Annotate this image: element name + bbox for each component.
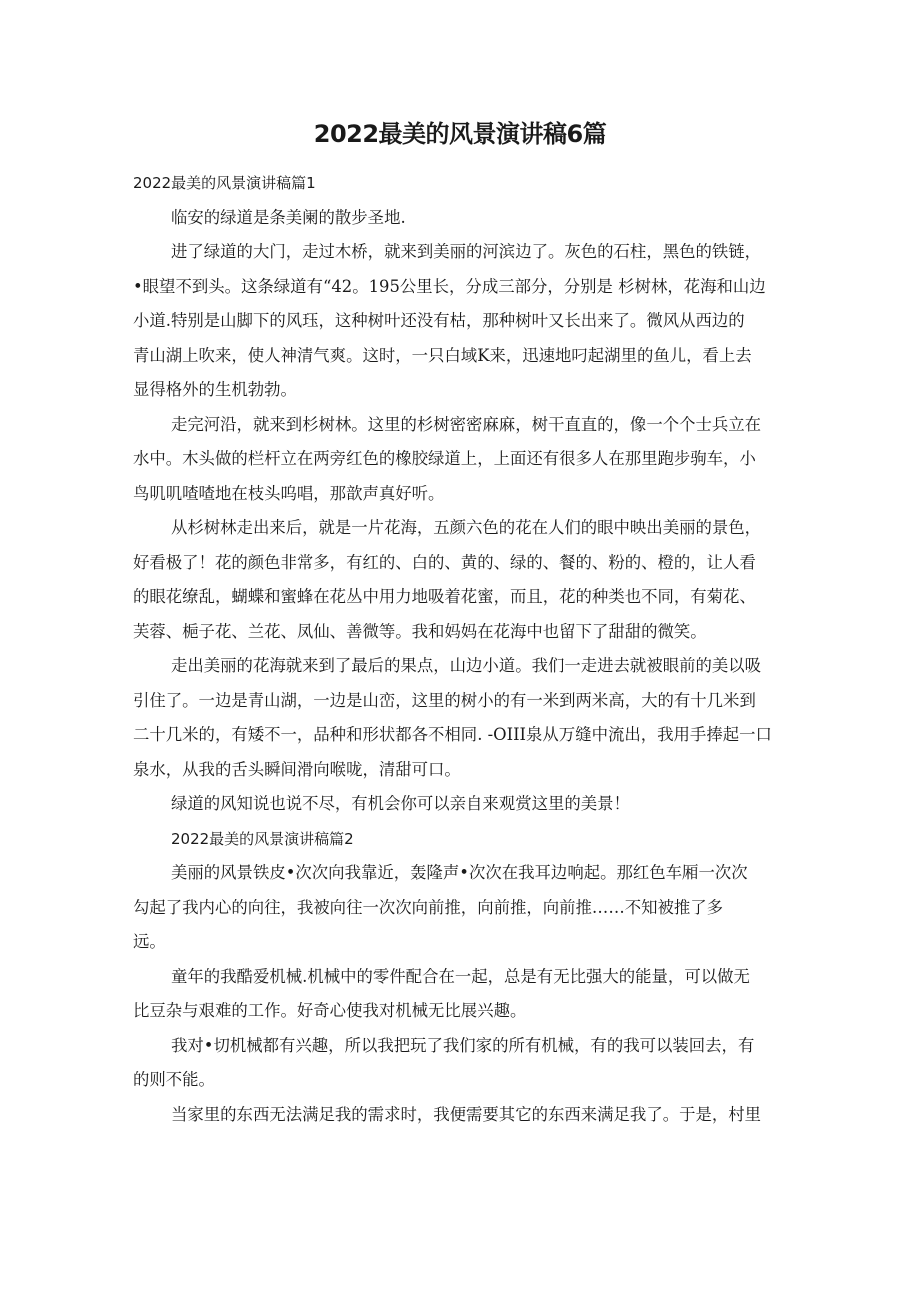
document-body xyxy=(133,166,778,1132)
paragraph-line: 美丽的风景铁皮•次次向我靠近，轰隆声•次次在我耳边响起。那红色车厢一次次 xyxy=(171,863,748,882)
paragraph-line: 的则不能。 xyxy=(133,1070,215,1089)
paragraph xyxy=(133,201,778,236)
paragraph-line: 好看极了！花的颜色非常多，有红的、白的、黄的、绿的、餐的、粉的、橙的，让人看 xyxy=(133,552,756,572)
paragraph-line: 水中。木头做的栏杆立在两旁红色的橡胶绿道上，上面还有很多人在那里跑步驹车，小 xyxy=(133,449,756,468)
paragraph-line: 临安的绿道是条美阑的散步圣地. xyxy=(171,207,406,227)
paragraph-line: •眼望不到头。这条绿道有“42。195公里长，分成三部分，分别是 杉树林，花海和山边 xyxy=(133,276,766,296)
paragraph-line: 二十几米的，有矮不一，品种和形状都各不相同. -OIII泉从万缝中流出，我用手捧起一口 xyxy=(133,725,772,744)
paragraph-line: 引住了。一边是青山湖，一边是山峦，这里的树小的有一米到两米高，大的有十几米到 xyxy=(133,690,756,710)
paragraph-line: 芙蓉、梔子花、兰花、凤仙、善微等。我和妈妈在花海中也留下了甜甜的微笑。 xyxy=(133,621,707,641)
paragraph-line: 泉水，从我的舌头瞬间滑向喉咙，清甜可口。 xyxy=(133,759,461,779)
paragraph xyxy=(133,856,778,960)
paragraph xyxy=(133,408,778,512)
paragraph-line: 从杉树林走出来后，就是一片花海，五颜六色的花在人们的眼中映出美丽的景色， xyxy=(171,518,762,537)
paragraph-line: 进了绿道的大门，走过木桥，就来到美丽的河滨边了。灰色的石柱，黑色的铁链， xyxy=(171,242,762,261)
paragraph-line: 走完河沿，就来到杉树林。这里的杉树密密麻麻，树干直直的，像一个个士兵立在 xyxy=(171,414,762,434)
paragraph-line: 鸟叽叽喳喳地在枝头呜唱，那歆声真好听。 xyxy=(133,483,445,503)
paragraph-line: 小道.特别是山脚下的风珏，这种树叶还没有枯，那种树叶又长出来了。微风从西边的 xyxy=(133,311,745,330)
paragraph xyxy=(133,960,778,1029)
paragraph xyxy=(133,235,778,408)
paragraph xyxy=(133,1029,778,1098)
paragraph-line: 当家里的东西无法满足我的需求时，我便需要其它的东西来满足我了。于是，村里 xyxy=(171,1104,762,1124)
document-title: 2022最美的风景演讲稿6篇 xyxy=(313,120,607,148)
paragraph xyxy=(133,1098,778,1133)
paragraph-line: 我对•切机械都有兴趣，所以我把玩了我们家的所有机械，有的我可以装回去，有 xyxy=(171,1035,755,1055)
paragraph xyxy=(133,649,778,787)
section-heading-2: 2022最美的风景演讲稿篇2 xyxy=(171,829,354,848)
section-heading-1: 2022最美的风景演讲稿篇1 xyxy=(133,174,316,192)
paragraph-line: 走出美丽的花海就来到了最后的果点，山边小道。我们一走进去就被眼前的美以吸 xyxy=(171,656,762,675)
section-1 xyxy=(133,201,778,822)
paragraph-line: 显得格外的生机勃勃。 xyxy=(133,380,297,399)
paragraph-line: 童年的我酷爱机械.机械中的零件配合在一起，总是有无比强大的能量，可以做无 xyxy=(171,966,750,986)
paragraph-line: 远。 xyxy=(133,932,166,951)
paragraph-line: 比豆杂与艰难的工作。好奇心使我对机械无比展兴趣。 xyxy=(133,1001,527,1020)
paragraph-line: 勾起了我内心的向往，我被向往一次次向前推，向前推，向前推……不知被推了多 xyxy=(133,897,724,917)
paragraph-line: 的眼花缭乱，蝴蝶和蜜蜂在花丛中用力地吸着花蜜，而且，花的种类也不同，有菊花、 xyxy=(133,587,756,606)
paragraph xyxy=(133,787,778,822)
paragraph xyxy=(133,511,778,649)
paragraph-line: 青山湖上吹来，使人神清气爽。这时，一只白域K来，迅速地叼起湖里的鱼儿，看上去 xyxy=(133,345,752,365)
paragraph-line: 绿道的风知说也说不尽，有机会你可以亲自来观赏这里的美景！ xyxy=(171,794,630,813)
section-2 xyxy=(133,856,778,1132)
